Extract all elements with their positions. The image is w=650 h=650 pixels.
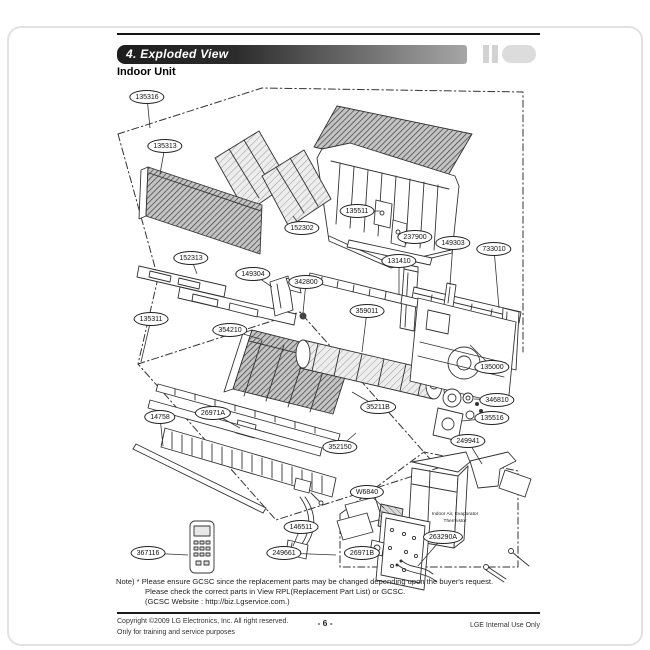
part-label-135516: 135516: [474, 411, 509, 425]
footer-copyright-line2: Only for training and service purposes: [117, 628, 235, 636]
footer-internal-use: LGE Internal Use Only: [469, 622, 540, 629]
part-label-249941: 249941: [450, 434, 485, 448]
leader-line-359011: [362, 311, 367, 352]
leader-line-733010: [494, 249, 499, 308]
note-line3: (GCSC Website : http://biz.Lgservice.com.): [145, 597, 290, 607]
part-label-249661: 249661: [266, 546, 301, 560]
part-label-263290A: 263290A: [423, 530, 463, 544]
page-number: - 6 -: [317, 618, 333, 628]
leader-line-135311: [141, 319, 151, 362]
part-label-342800: 342800: [288, 275, 323, 289]
leader-line-135313: [160, 146, 165, 174]
footer-copyright-line1: Copyright ©2009 LG Electronics, Inc. All right reserved.: [117, 618, 289, 625]
part-label-26971A: 26971A: [195, 406, 231, 420]
part-label-W6840: W6840: [350, 485, 384, 499]
part-label-135000: 135000: [474, 360, 509, 374]
remote-control: [190, 521, 214, 573]
leader-line-352150: [340, 433, 356, 447]
thermistor-annotation-line2: Thermistor: [443, 518, 467, 524]
leader-line-367116: [148, 553, 188, 555]
note-line2: Please check the correct parts in View RPL(Replacement Part List) or GCSC.: [145, 587, 406, 597]
leader-line-35211B: [352, 392, 378, 407]
part-label-152302: 152302: [284, 221, 319, 235]
part-label-146511: 146511: [284, 520, 319, 534]
part-label-14758: 14758: [144, 410, 175, 424]
part-label-135313: 135313: [147, 139, 182, 153]
leader-line-152313: [191, 258, 197, 274]
part-label-359011: 359011: [350, 304, 385, 318]
part-label-367116: 367116: [131, 546, 166, 560]
section-header-title: 4. Exploded View: [126, 47, 229, 61]
part-label-354210: 354210: [212, 323, 247, 337]
part-label-149304: 149304: [235, 267, 270, 281]
part-label-149303: 149303: [435, 236, 470, 250]
footer-rule: [117, 612, 540, 614]
part-label-733010: 733010: [476, 242, 511, 256]
part-label-135316: 135316: [129, 90, 164, 104]
leader-line-342800: [303, 282, 306, 313]
part-label-131410: 131410: [381, 254, 416, 268]
part-label-237900: 237900: [397, 230, 432, 244]
vane-assembly: [133, 384, 340, 559]
thermistor-annotation-line1: Indoor Air, Evaporator: [431, 512, 479, 517]
note-line1: Note) * Please ensure GCSC since the replacement parts may be changed depending upon the buyer's request.: [116, 577, 494, 586]
note-block: [116, 577, 548, 608]
leader-line-14758: [160, 417, 163, 446]
leader-line-135516: [462, 418, 492, 421]
page-title: Indoor Unit: [117, 66, 176, 78]
part-label-26971B: 26971B: [344, 546, 380, 560]
part-label-352150: 352150: [322, 440, 357, 454]
part-label-152313: 152313: [173, 251, 208, 265]
part-label-135511: 135511: [340, 204, 375, 218]
part-label-135311: 135311: [134, 312, 169, 326]
thermistor-annotation: [426, 512, 484, 525]
part-label-346810: 346810: [479, 393, 514, 407]
part-label-35211B: 35211B: [360, 400, 396, 414]
leader-line-135316: [147, 97, 150, 128]
leader-line-149304: [253, 274, 272, 287]
